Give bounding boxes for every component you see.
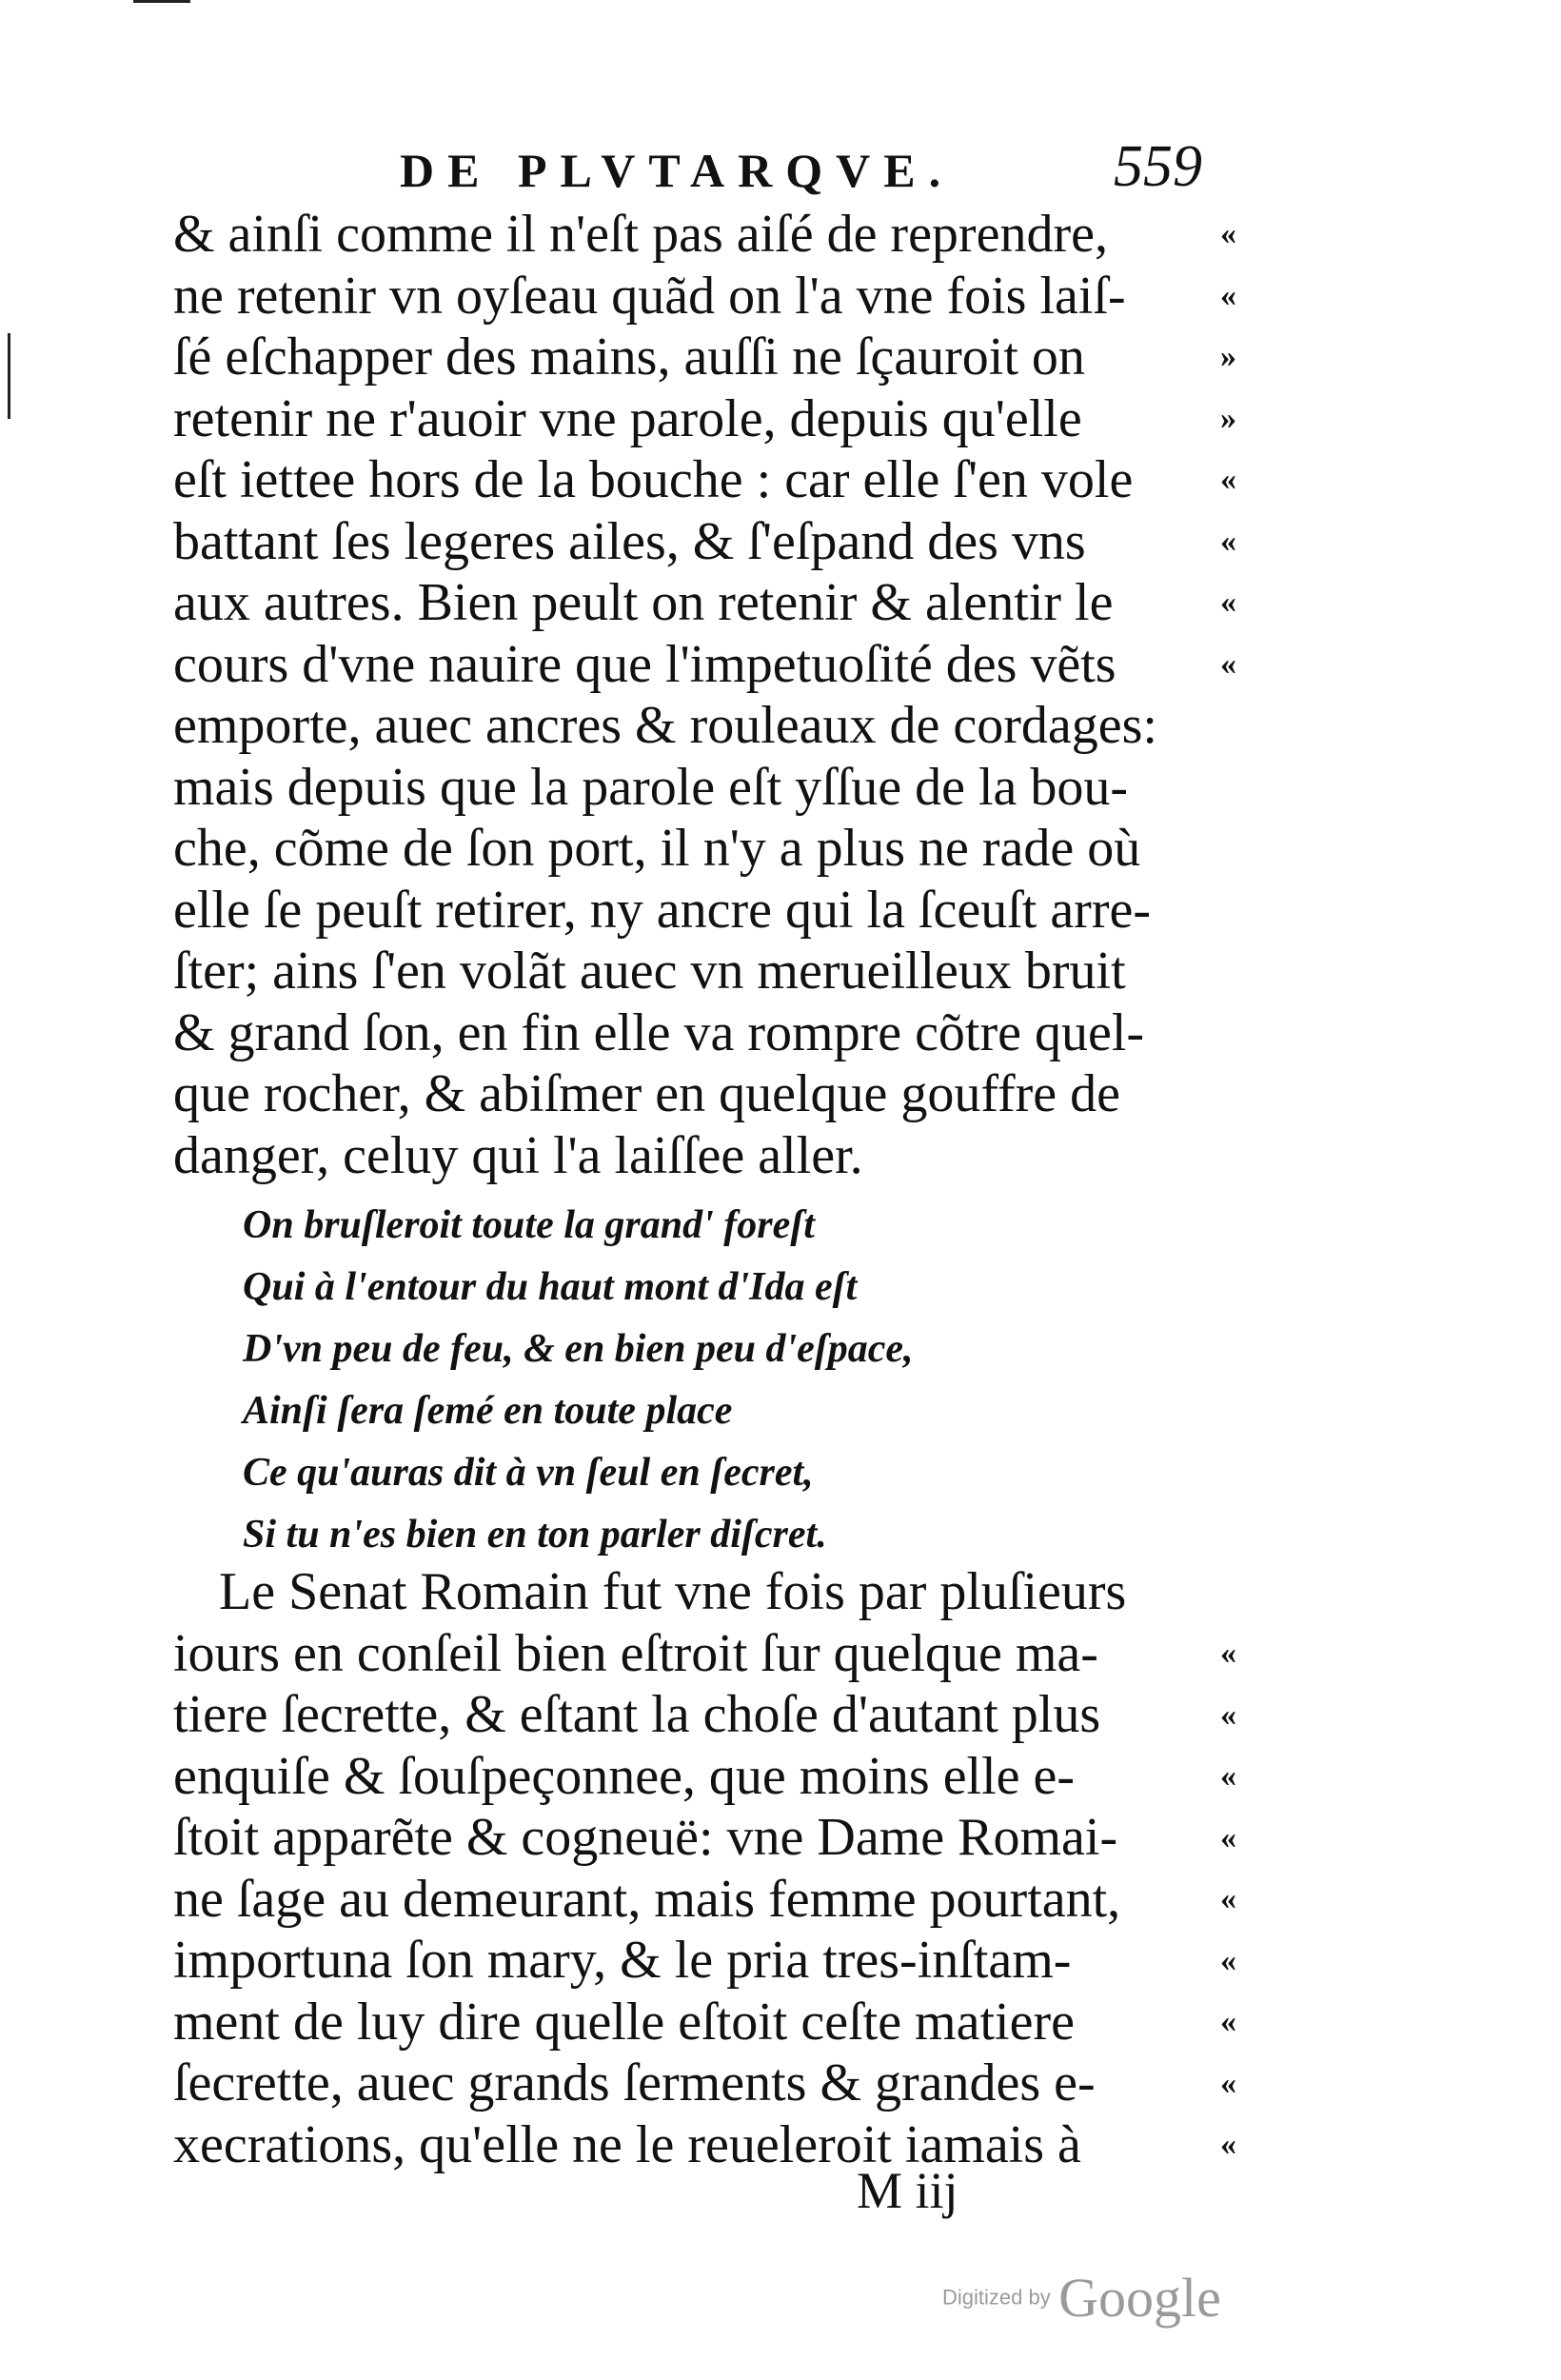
- text-line: Le Senat Romain fut vne fois par pluſieurs: [219, 1562, 1127, 1621]
- quote-mark: »: [1220, 400, 1236, 436]
- margin-quote-marks-1: [1220, 204, 1236, 695]
- text-line: che, cõme de ſon port, il n'y a plus ne rade où: [173, 819, 1141, 878]
- text-line: que rocher, & abiſmer en quelque gouffre de: [173, 1064, 1120, 1123]
- text-line: danger, celuy qui l'a laiſſee aller.: [173, 1125, 863, 1185]
- text-line: ſtoit apparẽte & cogneuë: vne Dame Romai-: [173, 1808, 1118, 1867]
- text-line: & ainſi comme il n'eſt pas aiſé de reprendre,: [173, 205, 1108, 264]
- quote-mark: «: [1220, 216, 1236, 251]
- text-line: & grand ſon, en fin elle va rompre cõtre quel-: [173, 1002, 1145, 1062]
- margin-quote-marks-2: [1220, 1623, 1236, 2176]
- text-line: ne retenir vn oyſeau quãd on l'a vne fois laiſ-: [173, 266, 1126, 326]
- verse-line: Ce qu'auras dit à vn ſeul en ſecret,: [243, 1451, 814, 1495]
- digitized-label: Digitized by: [942, 2285, 1051, 2310]
- quote-mark: «: [1220, 277, 1236, 313]
- quote-mark: «: [1220, 1881, 1236, 1916]
- quote-mark: «: [1220, 2127, 1236, 2162]
- paragraph-1: [173, 204, 1211, 1186]
- page-number: 559: [1114, 134, 1202, 199]
- verse-line: Si tu n'es bien en ton parler diſcret.: [243, 1513, 827, 1557]
- left-edge-mark: [8, 333, 10, 419]
- digitized-watermark: [942, 2266, 1221, 2330]
- quote-mark: «: [1220, 1696, 1236, 1733]
- verse-line: On bruſleroit toute la grand' foreſt: [243, 1203, 815, 1247]
- quote-mark: «: [1220, 1758, 1236, 1794]
- text-line: ſter; ains ſ'en volãt auec vn merueilleux bruit: [173, 942, 1126, 1001]
- text-line: ſecrette, auec grands ſerments & grandes e-: [173, 2053, 1096, 2112]
- quote-mark: «: [1220, 585, 1236, 620]
- text-line: iours en conſeil bien eſtroit ſur quelque ma-: [173, 1623, 1098, 1683]
- text-line: retenir ne r'auoir vne parole, depuis qu'elle: [173, 388, 1082, 448]
- top-edge-mark: [133, 0, 190, 3]
- signature-mark: M iij: [857, 2162, 958, 2219]
- text-line: cours d'vne nauire que l'impetuoſité des vẽts: [173, 634, 1116, 694]
- text-line: mais depuis que la parole eſt yſſue de la bou-: [173, 757, 1129, 817]
- text-line: enquiſe & ſouſpeçonnee, que moins elle e-: [173, 1746, 1076, 1806]
- text-line: elle ſe peuſt retirer, ny ancre qui la ſceuſt arre-: [173, 880, 1151, 940]
- text-line: ſé eſchapper des mains, auſſi ne ſçauroit on: [173, 327, 1085, 387]
- verse-line: Ainſi ſera ſemé en toute place: [243, 1389, 733, 1433]
- verse-line: D'vn peu de feu, & en bien peu d'eſpace,: [243, 1327, 914, 1371]
- quote-mark: «: [1220, 1636, 1236, 1671]
- text-line: ment de luy dire quelle eſtoit ceſte matiere: [173, 1992, 1075, 2052]
- google-logo: Google: [1058, 2267, 1221, 2329]
- text-line: tiere ſecrette, & eſtant la choſe d'autant plus: [173, 1685, 1101, 1744]
- verse-quotation: [243, 1195, 1099, 1566]
- paragraph-2: [173, 1561, 1211, 2175]
- text-line: importuna ſon mary, & le pria tres-inſtam-: [173, 1931, 1072, 1990]
- quote-mark: «: [1220, 2004, 1236, 2039]
- quote-mark: «: [1220, 462, 1236, 497]
- text-line: emporte, auec ancres & rouleaux de cordages:: [173, 696, 1157, 755]
- quote-mark: «: [1220, 1942, 1236, 1978]
- text-line: ne ſage au demeurant, mais femme pourtant,: [173, 1869, 1121, 1929]
- text-line: xecrations, qu'elle ne le reueleroit iamais à: [173, 2114, 1081, 2174]
- quote-mark: «: [1220, 645, 1236, 682]
- verse-line: Qui à l'entour du haut mont d'Ida eſt: [243, 1265, 858, 1309]
- quote-mark: «: [1220, 2065, 1236, 2101]
- quote-mark: »: [1220, 339, 1236, 374]
- text-line: eſt iettee hors de la bouche : car elle ſ'en vole: [173, 450, 1134, 509]
- quote-mark: «: [1220, 523, 1236, 559]
- quote-mark: «: [1220, 1819, 1236, 1855]
- text-line: battant ſes legeres ailes, & ſ'eſpand des vns: [173, 511, 1086, 571]
- running-head: DE PLVTARQVE.: [400, 144, 955, 197]
- text-line: aux autres. Bien peult on retenir & alentir le: [173, 573, 1114, 632]
